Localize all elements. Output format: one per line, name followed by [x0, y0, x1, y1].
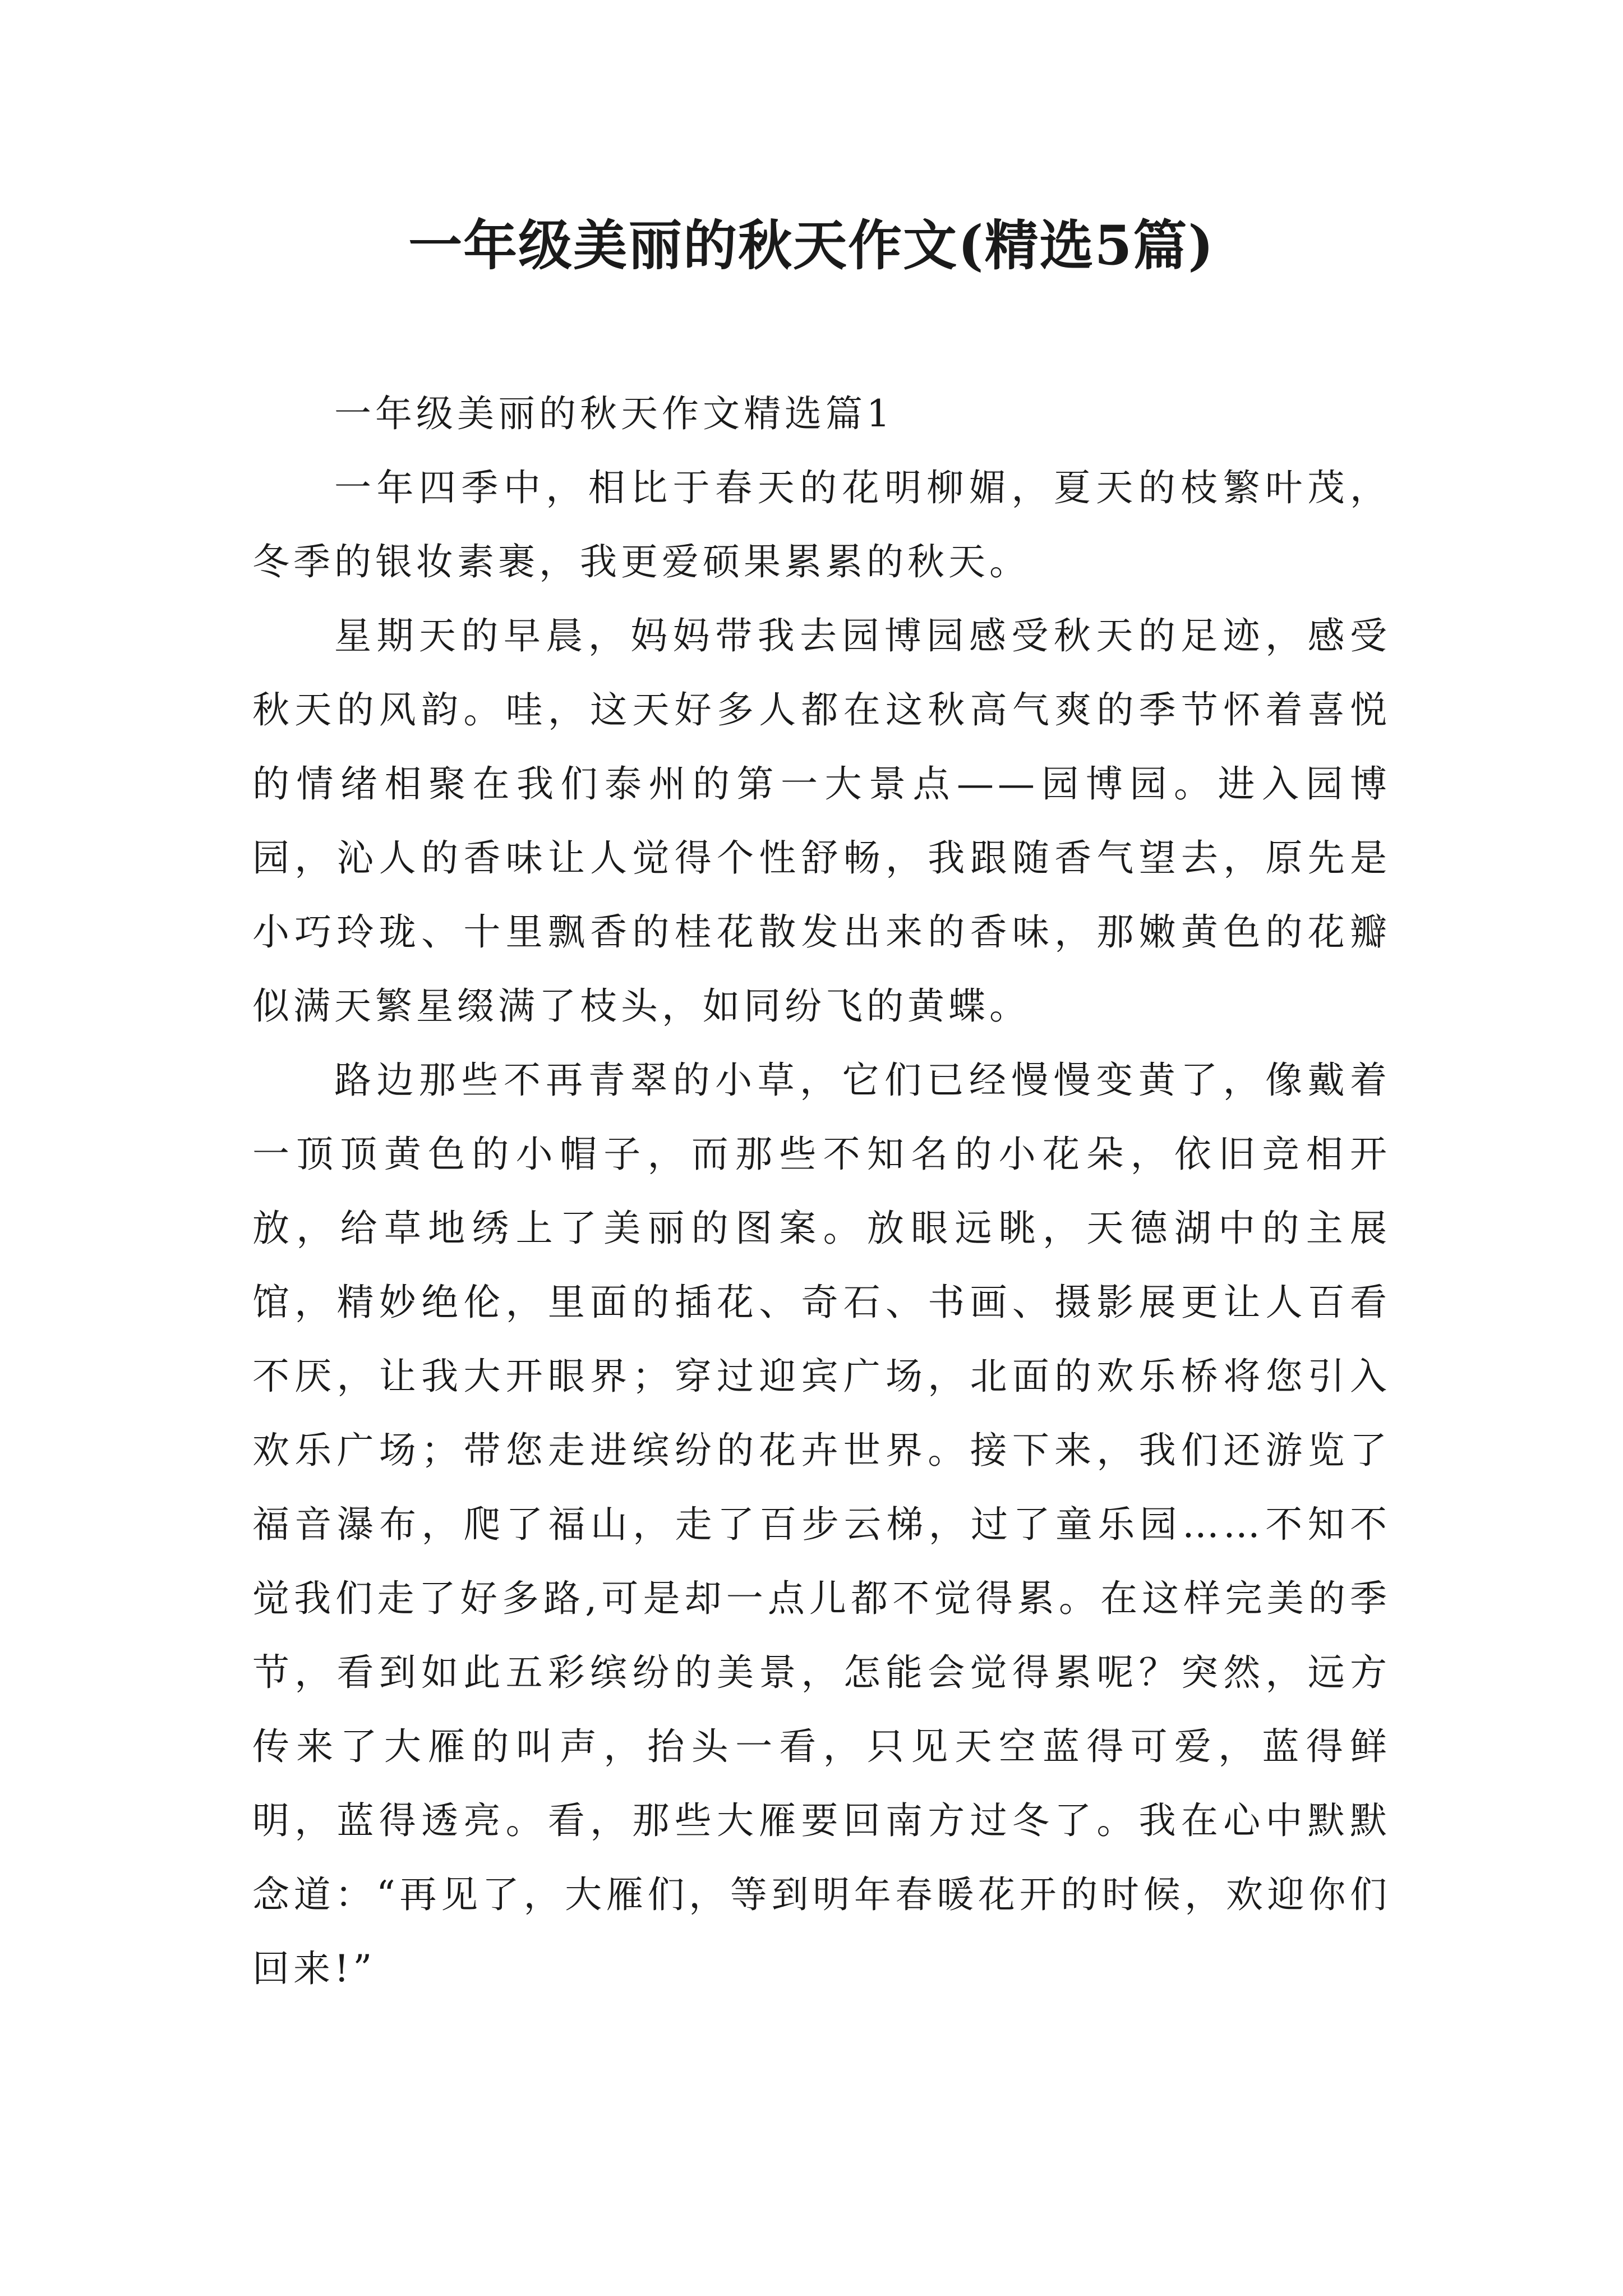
- paragraph: 星期天的早晨，妈妈带我去园博园感受秋天的足迹，感受秋天的风韵。哇，这天好多人都在这秋高气爽的季节怀着喜悦的情绪相聚在我们泰州的第一大景点——园博园。进入园博园，沁人的香味让人觉得个性舒畅，我跟随香气望去，原先是小巧玲珑、十里飘香的桂花散发出来的香味，那嫩黄色的花瓣似满天繁星缀满了枝头，如同纷飞的黄蝶。: [252, 614, 1391, 1028]
- paragraph: 一年四季中，相比于春天的花明柳媚，夏天的枝繁叶茂，冬季的银妆素裹，我更爱硕果累累的秋天。: [252, 466, 1391, 583]
- paragraph: 路边那些不再青翠的小草，它们已经慢慢变黄了，像戴着一顶顶黄色的小帽子，而那些不知名的小花朵，依旧竞相开放，给草地绣上了美丽的图案。放眼远眺，天德湖中的主展馆，精妙绝伦，里面的插花、奇石、书画、摄影展更让人百看不厌，让我大开眼界；穿过迎宾广场，北面的欢乐桥将您引入欢乐广场；带您走进缤纷的花卉世界。接下来，我们还游览了福音瀑布，爬了福山，走了百步云梯，过了童乐园……不知不觉我们走了好多路,可是却一点儿都不觉得累。在这样完美的季节，看到如此五彩缤纷的美景，怎能会觉得累呢？突然，远方传来了大雁的叫声，抬头一看，只见天空蓝得可爱，蓝得鲜明，蓝得透亮。看，那些大雁要回南方过冬了。我在心中默默念道：“再见了，大雁们，等到明年春暖花开的时候，欢迎你们回来!”: [252, 1059, 1391, 1990]
- document-title: 一年级美丽的秋天作文(精选5篇): [408, 214, 1215, 277]
- document-body: [252, 377, 1391, 2006]
- section-heading: 一年级美丽的秋天作文精选篇1: [334, 392, 894, 435]
